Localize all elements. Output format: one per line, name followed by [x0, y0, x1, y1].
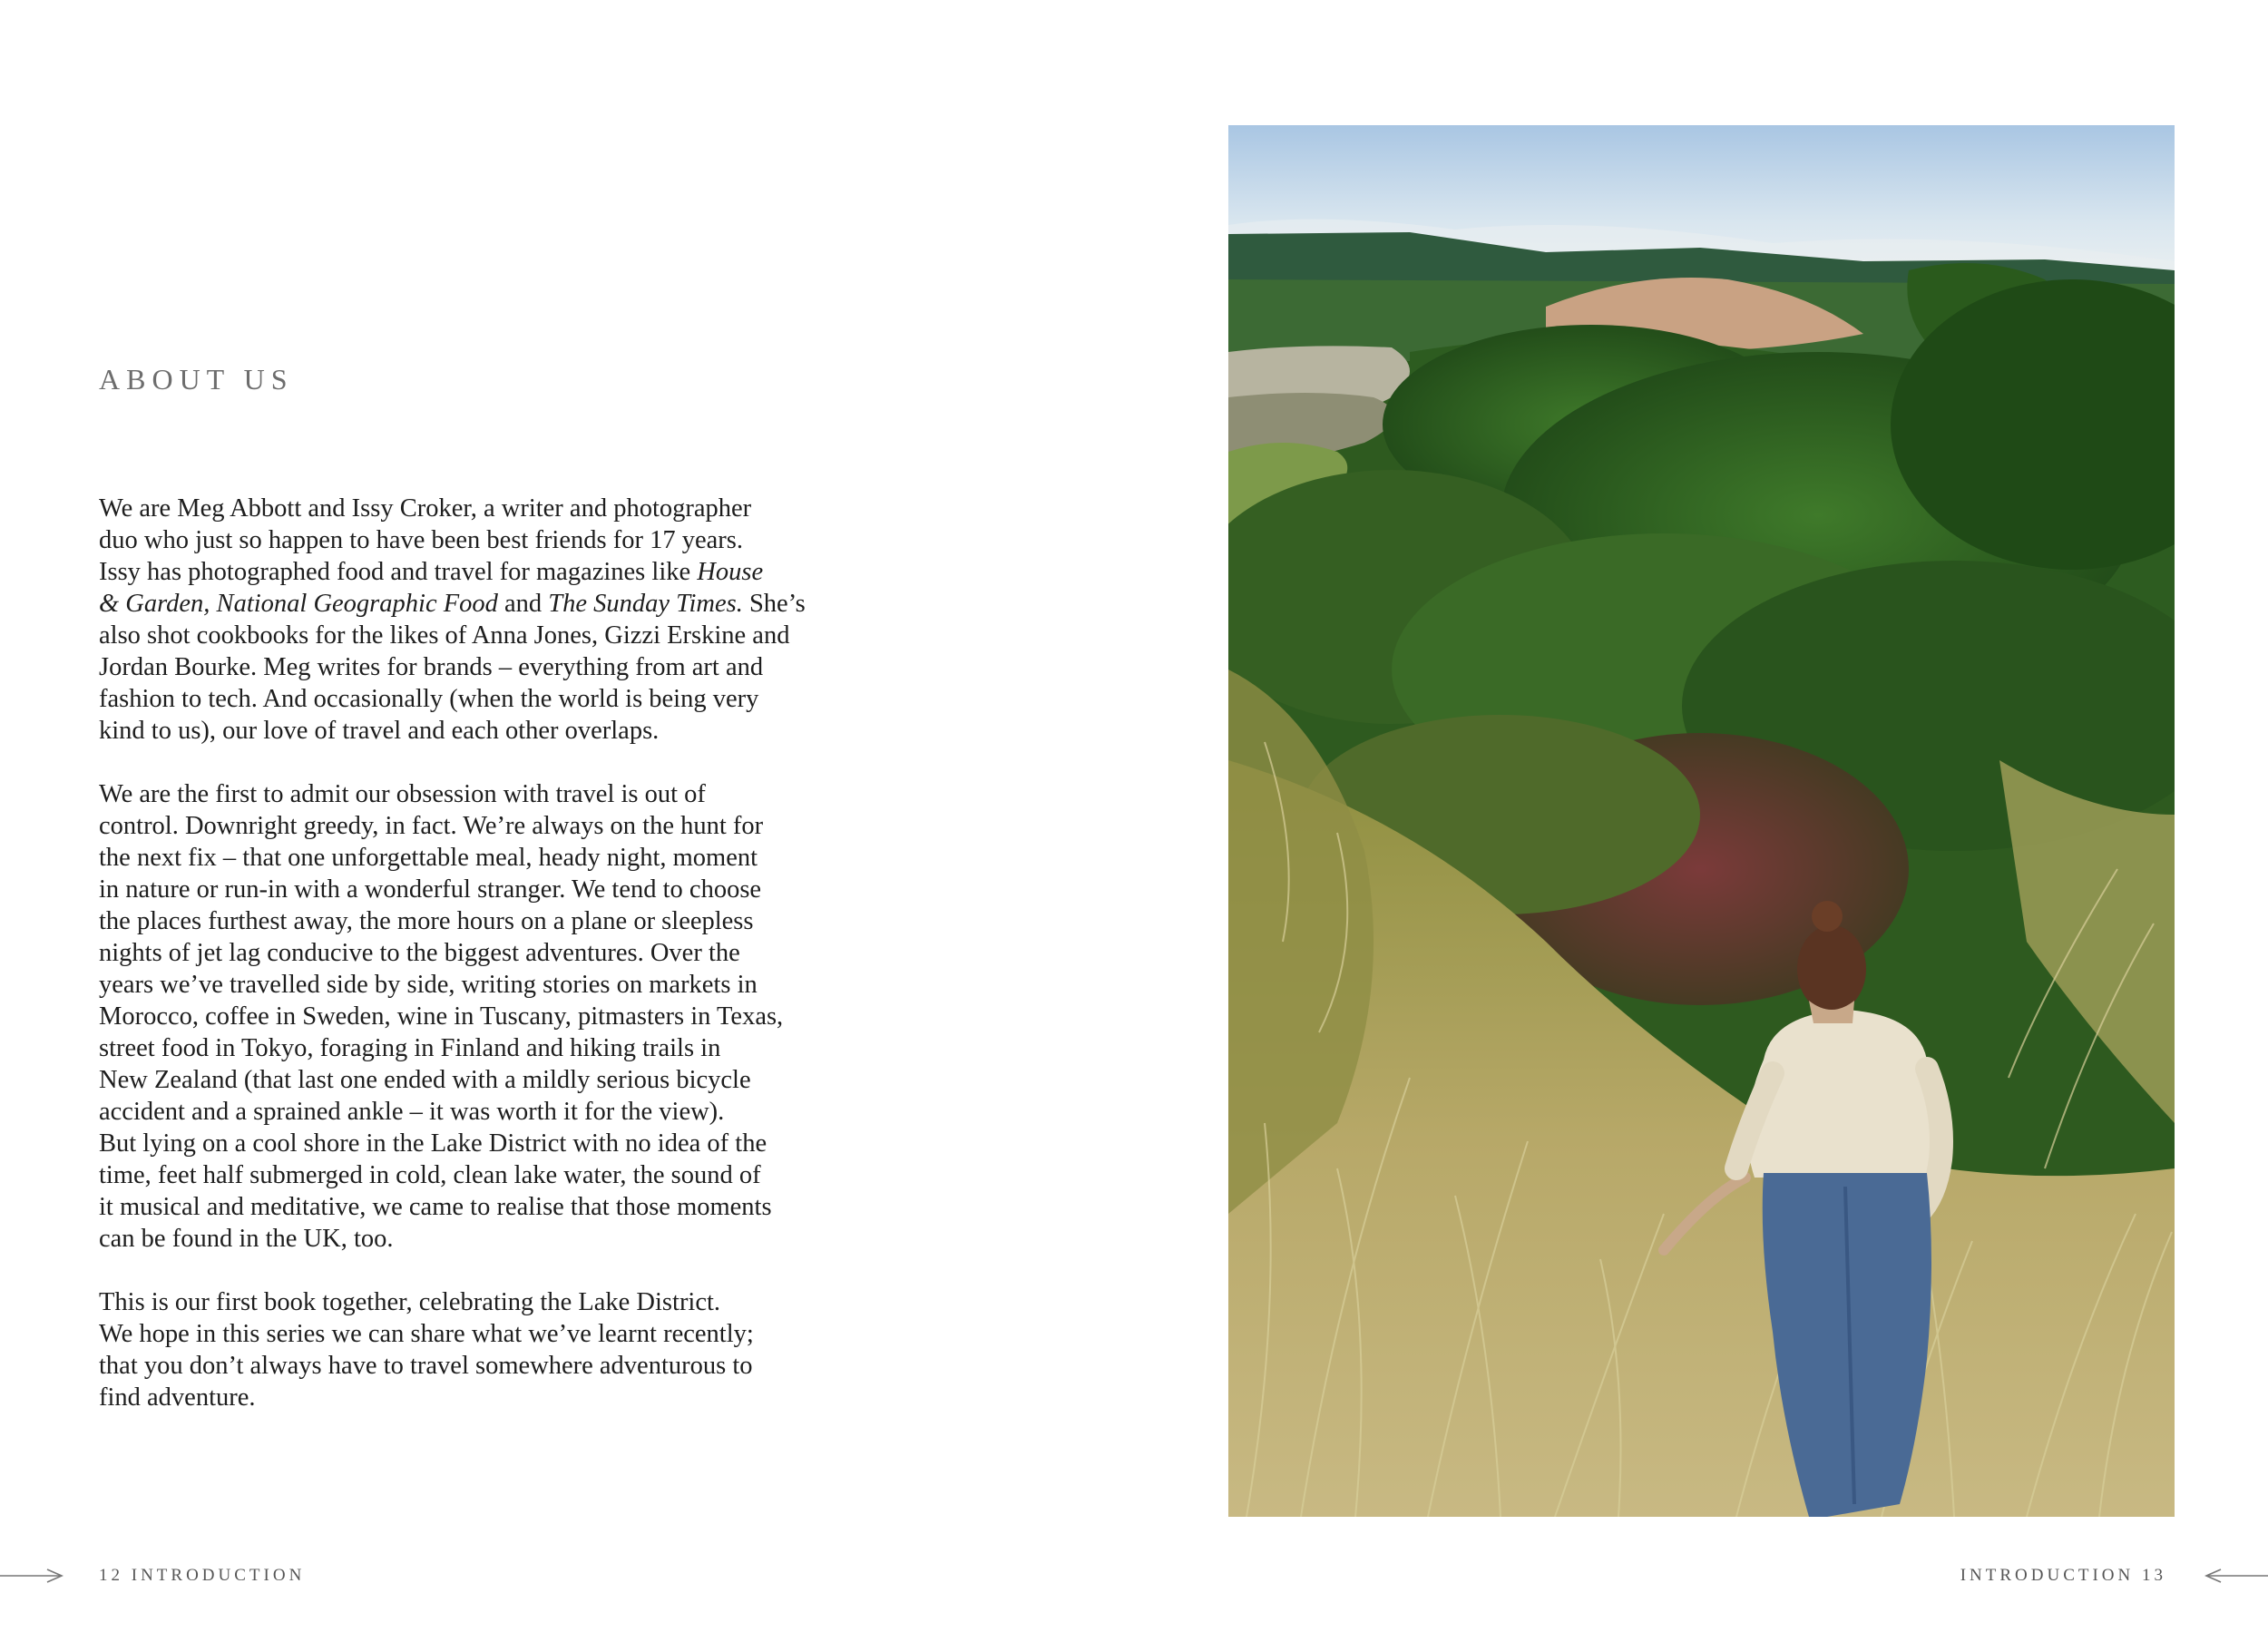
- italic-title: House: [697, 558, 764, 586]
- text-line: control. Downright greedy, in fact. We’re always on the hunt for: [99, 812, 764, 840]
- paragraph-2: [99, 778, 870, 1255]
- text-fragment: She’s: [742, 590, 806, 618]
- arrow-left-icon: [2204, 1567, 2268, 1585]
- text-fragment: and: [497, 590, 549, 618]
- text-line: also shot cookbooks for the likes of Anna Jones, Gizzi Erskine and: [99, 621, 790, 650]
- text-line: [99, 556, 870, 588]
- arrow-right-icon: [0, 1567, 64, 1585]
- text-line: street food in Tokyo, foraging in Finland and hiking trails in: [99, 1034, 721, 1062]
- right-page: [1134, 0, 2268, 1642]
- text-line: We are Meg Abbott and Issy Croker, a writer and photographer: [99, 494, 752, 523]
- text-line: find adventure.: [99, 1383, 256, 1412]
- text-line: kind to us), our love of travel and each other overlaps.: [99, 717, 660, 745]
- text-line: nights of jet lag conducive to the biggest adventures. Over the: [99, 939, 740, 967]
- text-line: can be found in the UK, too.: [99, 1225, 394, 1253]
- text-line: time, feet half submerged in cold, clean lake water, the sound of: [99, 1161, 761, 1189]
- text-line: [99, 588, 870, 620]
- italic-title: The Sunday Times.: [548, 590, 743, 618]
- italic-title: & Garden, National Geographic Food: [99, 590, 498, 618]
- text-line: But lying on a cool shore in the Lake District with no idea of the: [99, 1129, 767, 1158]
- text-line: Jordan Bourke. Meg writes for brands – everything from art and: [99, 653, 764, 681]
- page-footer-left: 12 INTRODUCTION: [99, 1566, 306, 1585]
- text-line: We are the first to admit our obsession with travel is out of: [99, 780, 706, 808]
- text-line: accident and a sprained ankle – it was worth it for the view).: [99, 1098, 725, 1126]
- text-line: in nature or run-in with a wonderful stranger. We tend to choose: [99, 875, 762, 904]
- text-line: Morocco, coffee in Sweden, wine in Tuscany, pitmasters in Texas,: [99, 1002, 784, 1031]
- text-line: it musical and meditative, we came to realise that those moments: [99, 1193, 772, 1221]
- text-line: duo who just so happen to have been best friends for 17 years.: [99, 526, 743, 554]
- text-line: that you don’t always have to travel somewhere adventurous to: [99, 1352, 753, 1380]
- text-line: the places furthest away, the more hours on a plane or sleepless: [99, 907, 754, 935]
- paragraph-3: [99, 1286, 870, 1413]
- paragraph-1: [99, 493, 870, 747]
- text-line: We hope in this series we can share what we’ve learnt recently;: [99, 1320, 754, 1348]
- text-line: years we’ve travelled side by side, writing stories on markets in: [99, 971, 758, 999]
- text-line: the next fix – that one unforgettable meal, heady night, moment: [99, 844, 758, 872]
- section-heading: ABOUT US: [99, 363, 294, 396]
- text-line: This is our first book together, celebrating the Lake District.: [99, 1288, 721, 1316]
- text-line: fashion to tech. And occasionally (when the world is being very: [99, 685, 759, 713]
- body-text: [99, 493, 870, 1445]
- page-footer-right: INTRODUCTION 13: [1960, 1566, 2166, 1585]
- text-line: New Zealand (that last one ended with a mildly serious bicycle: [99, 1066, 751, 1094]
- text-fragment: Issy has photographed food and travel for magazines like: [99, 558, 698, 586]
